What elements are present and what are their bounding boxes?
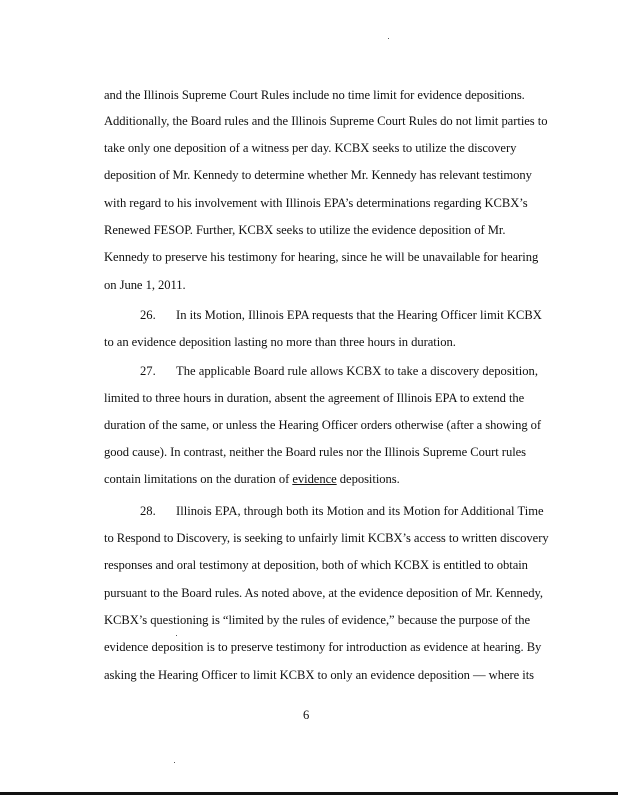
text-line: to Respond to Discovery, is seeking to unfairly limit KCBX’s access to written discovery [104, 531, 549, 545]
text-line: The applicable Board rule allows KCBX to take a discovery deposition, [176, 364, 538, 378]
text-line: pursuant to the Board rules. As noted above, at the evidence deposition of Mr. Kennedy, [104, 586, 544, 600]
text-segment: contain limitations on the duration of [104, 472, 293, 486]
text-line: KCBX’s questioning is “limited by the rules of evidence,” because the purpose of the [104, 613, 530, 627]
text-line: Additionally, the Board rules and the Illinois Supreme Court Rules do not limit parties to [104, 114, 548, 128]
text-line: and the Illinois Supreme Court Rules include no time limit for evidence depositions. [104, 88, 525, 102]
scan-speck [174, 762, 175, 763]
text-line: deposition of Mr. Kennedy to determine whether Mr. Kennedy has relevant testimony [104, 168, 532, 182]
text-line: Illinois EPA, through both its Motion and its Motion for Additional Time [176, 504, 544, 518]
page-number: 6 [303, 708, 310, 722]
text-line: to an evidence deposition lasting no more than three hours in duration. [104, 335, 456, 349]
text-line: with regard to his involvement with Illinois EPA’s determinations regarding KCBX’s [104, 196, 528, 210]
text-line: responses and oral testimony at deposition, both of which KCBX is entitled to obtain [104, 558, 528, 572]
text-line: good cause). In contrast, neither the Board rules nor the Illinois Supreme Court rules [104, 445, 527, 459]
underlined-word: evidence [292, 472, 337, 486]
text-line [104, 472, 400, 486]
text-line: on June 1, 2011. [104, 278, 186, 292]
scan-speck [388, 38, 389, 39]
text-line: duration of the same, or unless the Hearing Officer orders otherwise (after a showing of [104, 418, 542, 432]
text-line: Renewed FESOP. Further, KCBX seeks to utilize the evidence deposition of Mr. [104, 223, 506, 237]
paragraph-number: 26. [140, 308, 156, 322]
text-line: Kennedy to preserve his testimony for hearing, since he will be unavailable for hearing [104, 250, 539, 264]
text-segment: depositions. [336, 472, 400, 486]
scan-speck [176, 635, 177, 636]
text-line: asking the Hearing Officer to limit KCBX to only an evidence deposition — where its [104, 668, 535, 682]
text-line: In its Motion, Illinois EPA requests that the Hearing Officer limit KCBX [176, 308, 542, 322]
text-line: evidence deposition is to preserve testimony for introduction as evidence at hearing. By [104, 640, 542, 654]
paragraph-number: 28. [140, 504, 156, 518]
text-line: take only one deposition of a witness per day. KCBX seeks to utilize the discovery [104, 141, 517, 155]
page-bottom-edge [0, 792, 618, 795]
paragraph-number: 27. [140, 364, 156, 378]
text-line: limited to three hours in duration, absent the agreement of Illinois EPA to extend the [104, 391, 525, 405]
